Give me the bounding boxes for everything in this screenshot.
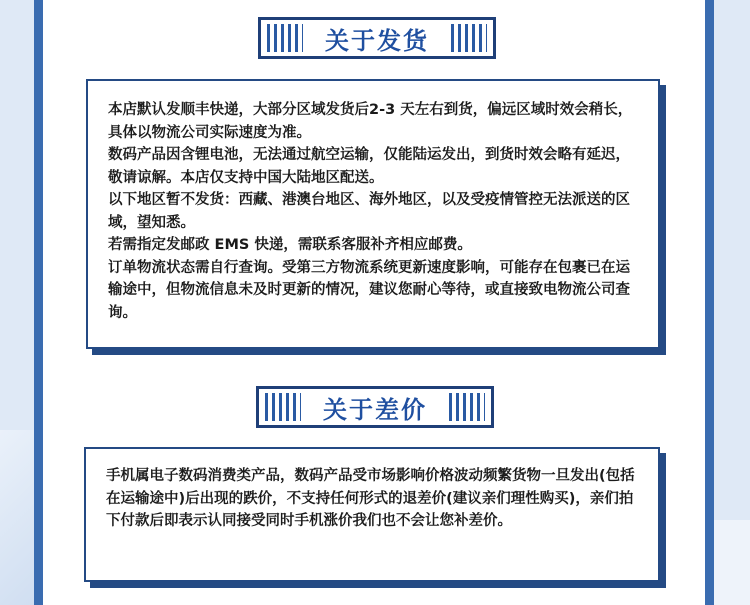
shipping-paragraph: 本店默认发顺丰快递，大部分区域发货后2-3 天左右到货，偏远区域时效会稍长，具体以物流公司实际速度为准。 — [108, 102, 633, 141]
title-stripes-right — [451, 24, 487, 52]
price-diff-paragraph: 手机属电子数码消费类产品，数码产品受市场影响价格波动频繁货物一旦发出(包括在运输途中)后出现的跌价，不支持任何形式的退差价(建议亲们理性购买)，亲们拍下付款后即表示认同接受同时手机涨价我们也不会让您补差价。 — [106, 468, 635, 529]
shipping-paragraph: 订单物流状态需自行查询。受第三方物流系统更新速度影响，可能存在包裹已在运输途中，但物流信息未及时更新的情况，建议您耐心等待，或直接致电物流公司查询。 — [108, 259, 630, 321]
shipping-info-card — [86, 79, 660, 349]
background-shape-right — [710, 520, 750, 605]
title-stripes-left — [267, 24, 303, 52]
shipping-paragraph: 若需指定发邮政 EMS 快递，需联系客服补齐相应邮费。 — [108, 237, 472, 253]
shipping-title-text: 关于发货 — [311, 21, 443, 56]
price-diff-info-card — [84, 447, 660, 582]
price-diff-title-text: 关于差价 — [309, 390, 441, 425]
title-stripes-right — [449, 393, 485, 421]
price-diff-section-title — [256, 386, 494, 428]
shipping-paragraph: 数码产品因含锂电池，无法通过航空运输，仅能陆运发出，到货时效会略有延迟，敬请谅解。本店仅支持中国大陆地区配送。 — [108, 147, 630, 186]
title-stripes-left — [265, 393, 301, 421]
shipping-section-title — [258, 17, 496, 59]
shipping-paragraph: 以下地区暂不发货：西藏、港澳台地区、海外地区，以及受疫情管控无法派送的区域，望知悉。 — [108, 192, 630, 231]
